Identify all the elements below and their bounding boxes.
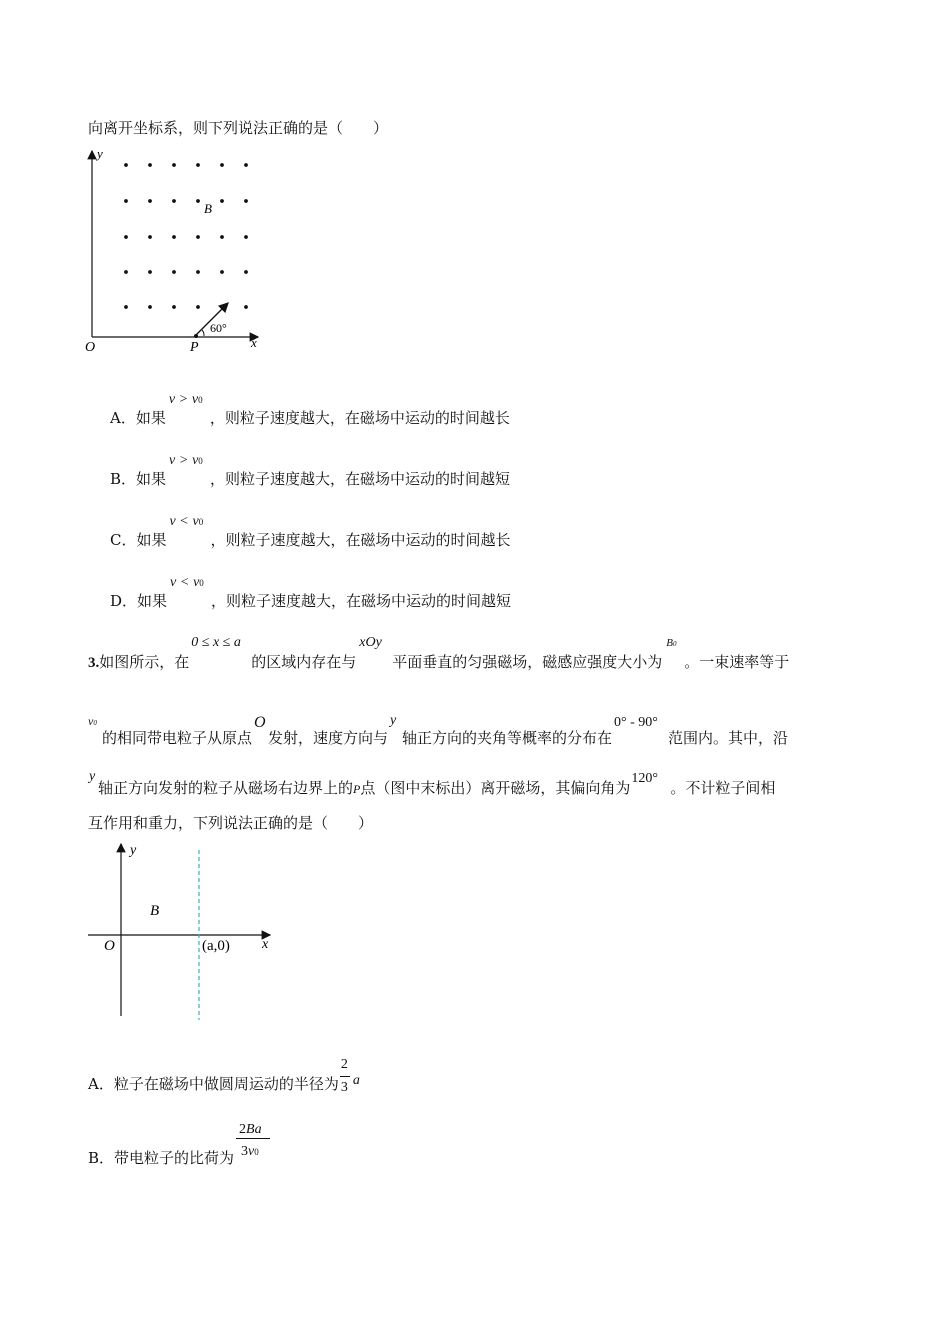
field-dot [244, 163, 248, 167]
option-text: ，则粒子速度越大，在磁场中运动的时间越长 [209, 409, 510, 427]
text: 范围内。其中，沿 [668, 729, 789, 747]
fraction-2ba-3v0: $\frac{2Ba}{3v0}$ [234, 1148, 274, 1168]
angle-arc [202, 330, 204, 336]
field-dot [244, 270, 248, 274]
field-dot [124, 270, 128, 274]
q3-line-1 [88, 635, 790, 673]
q2-stem-tail: 向离开坐标系，则下列说法正确的是（ ） [88, 119, 389, 137]
q3-number: 3. [88, 655, 100, 671]
plane-formula: xOy [359, 635, 382, 650]
field-dot [148, 235, 152, 239]
v0-symbol: v0 [88, 714, 97, 728]
field-dot [244, 305, 248, 309]
q2-option-c[interactable] [110, 514, 511, 550]
field-dot [172, 270, 176, 274]
angle-range: 0° - 90° [614, 715, 658, 730]
field-dot [148, 305, 152, 309]
y-symbol: y [89, 769, 96, 784]
magnetic-field-dots [124, 163, 248, 309]
field-dot [124, 163, 128, 167]
y-symbol: y [390, 713, 397, 728]
b0-symbol: B0 [666, 637, 677, 649]
field-dot [172, 163, 176, 167]
b-label: B [204, 201, 212, 216]
field-dot [220, 163, 224, 167]
q3-line-2 [88, 713, 789, 748]
y-label: y [97, 146, 103, 161]
option-letter: C．如果 [110, 531, 167, 549]
field-dot [172, 199, 176, 203]
option-condition: v < v0 [169, 514, 204, 529]
deflection-angle: 120° [631, 771, 658, 786]
option-text: A．粒子在磁场中做圆周运动的半径为 [88, 1075, 339, 1093]
text: 如图所示，在 [99, 653, 190, 671]
point-p-dot [194, 334, 198, 338]
text: 发射，速度方向与 [268, 729, 389, 747]
field-dot [124, 199, 128, 203]
text: 的相同带电粒子从原点 [102, 729, 253, 747]
q2-option-a[interactable] [110, 392, 510, 428]
origin-symbol: O [254, 714, 266, 731]
field-dot [244, 235, 248, 239]
a0-label: (a,0) [202, 938, 230, 954]
text: 。不计粒子间相 [670, 779, 776, 797]
option-condition: v > v0 [168, 392, 203, 407]
q2-option-b[interactable] [110, 453, 511, 489]
q3-line-4: 互作用和重力，下列说法正确的是（ ） [88, 814, 374, 832]
q3-line-3 [88, 769, 776, 799]
option-text: B．带电粒子的比荷为 [88, 1149, 235, 1167]
x-label: x [262, 937, 269, 952]
field-dot [220, 270, 224, 274]
field-dot [196, 305, 200, 309]
field-dot [220, 199, 224, 203]
field-dot [124, 305, 128, 309]
origin-label: O [104, 938, 115, 954]
text: 轴正方向的夹角等概率的分布在 [402, 729, 613, 747]
b-label: B [150, 903, 160, 919]
field-dot [220, 235, 224, 239]
q3-option-b[interactable] [88, 1122, 274, 1168]
q3-option-a[interactable] [88, 1057, 365, 1095]
text: 轴正方向发射的粒子从磁场右边界上的 [98, 779, 354, 797]
text: 的区域内存在与 [251, 653, 357, 671]
field-dot [196, 270, 200, 274]
field-dot [148, 199, 152, 203]
range-formula: 0 ≤ x ≤ a [191, 635, 241, 650]
field-dot [196, 235, 200, 239]
option-condition: v > v0 [169, 453, 203, 468]
field-dot [148, 163, 152, 167]
field-dot [244, 199, 248, 203]
field-dot [196, 199, 200, 203]
p-symbol: P [353, 782, 361, 796]
option-letter: B．如果 [110, 470, 167, 488]
field-dot [172, 235, 176, 239]
option-text: ，则粒子速度越大，在磁场中运动的时间越短 [210, 470, 511, 488]
q2-option-d[interactable] [110, 575, 512, 611]
y-label: y [130, 843, 137, 858]
text: 点（图中末标出）离开磁场，其偏向角为 [360, 779, 631, 797]
fraction-2-3-a: 2 3 a [340, 1057, 360, 1095]
origin-label: O [85, 340, 96, 355]
text: 。一束速率等于 [684, 653, 790, 671]
x-label: x [251, 335, 257, 350]
angle-label: 60° [210, 321, 227, 335]
option-condition: v < v0 [170, 575, 204, 590]
q3-figure [80, 838, 280, 1023]
text: 平面垂直的匀强磁场，磁感应强度大小为 [392, 653, 663, 671]
field-dot [196, 163, 200, 167]
option-text: ，则粒子速度越大，在磁场中运动的时间越长 [210, 531, 511, 549]
p-label: P [190, 340, 199, 355]
option-letter: A．如果 [110, 409, 166, 427]
option-text: ，则粒子速度越大，在磁场中运动的时间越短 [211, 592, 512, 610]
option-letter: D．如果 [110, 592, 168, 610]
q2-figure [80, 145, 280, 355]
field-dot [148, 270, 152, 274]
field-dot [172, 305, 176, 309]
field-dot [124, 235, 128, 239]
